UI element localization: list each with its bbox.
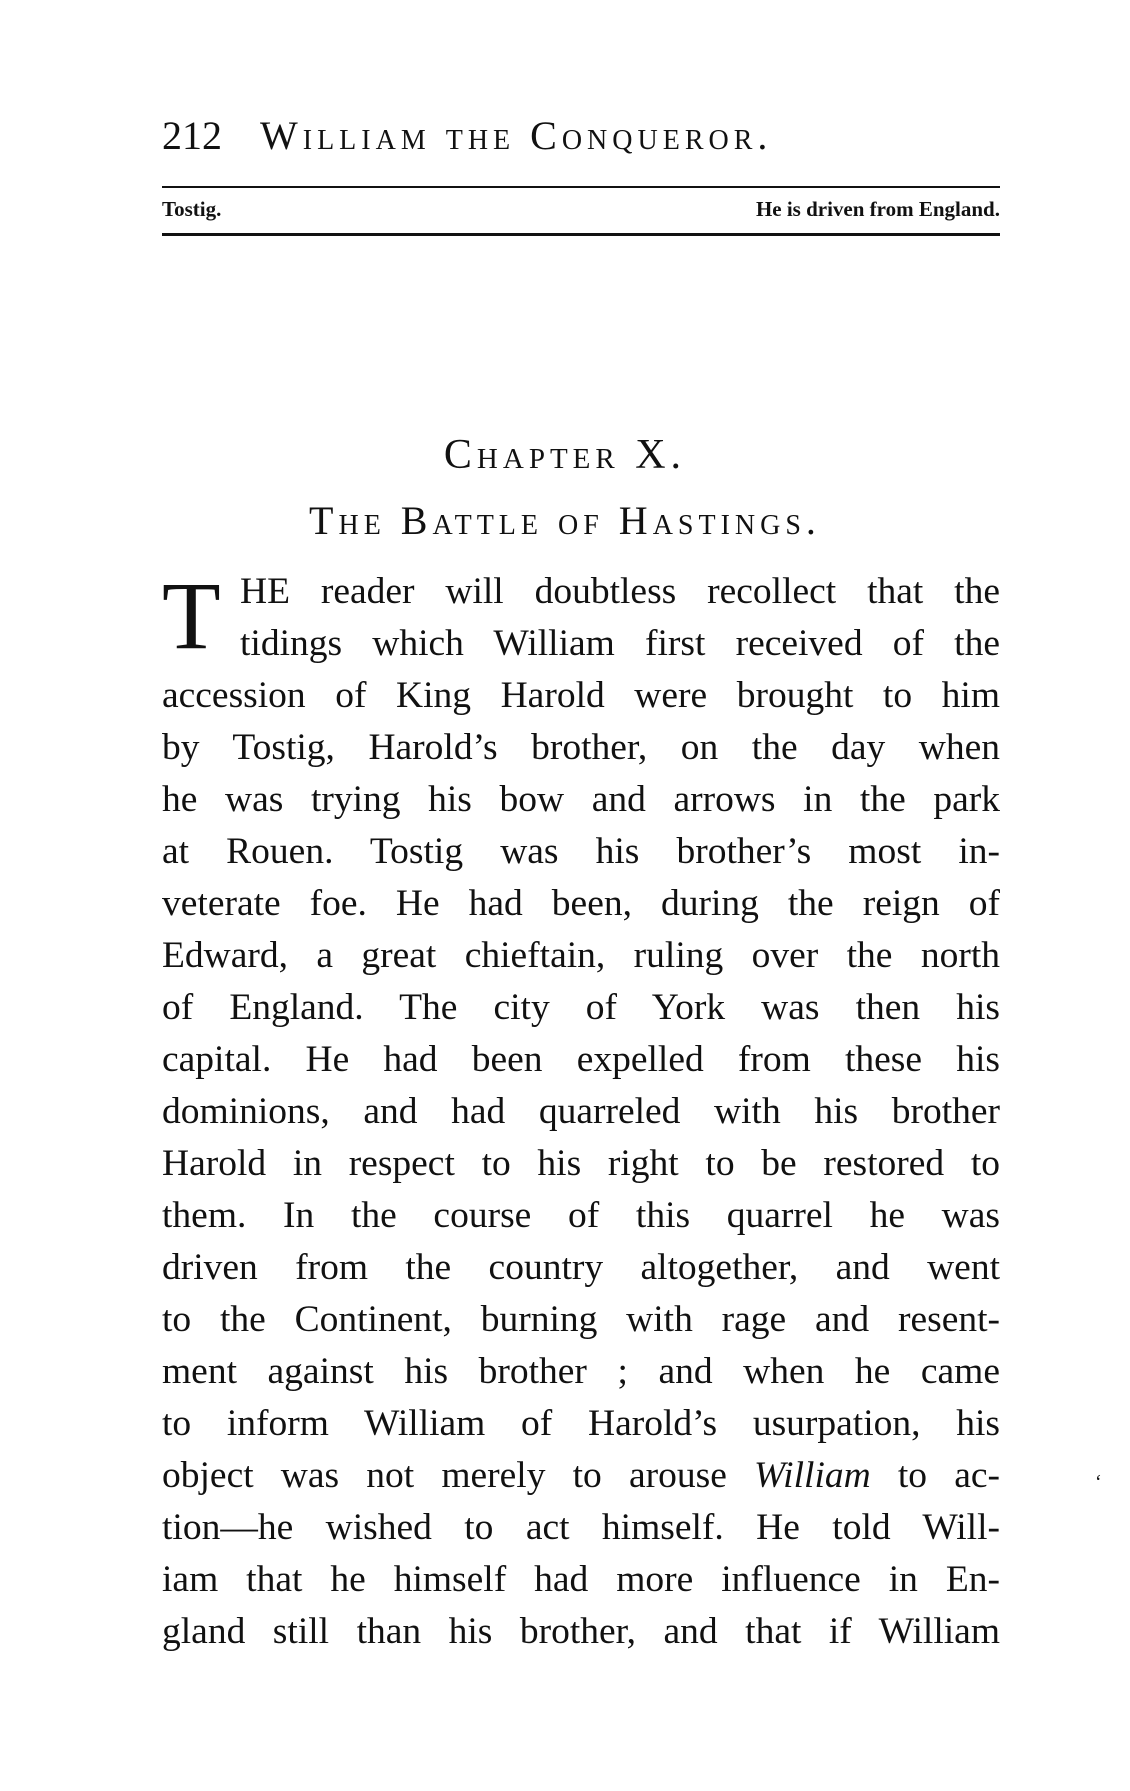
- body-line: veterate foe. He had been, during the reign of: [162, 883, 1000, 924]
- header-rule-top: [162, 186, 1000, 188]
- body-line: HE reader will doubtless recollect that the: [240, 571, 1000, 612]
- body-line: driven from the country altogether, and went: [162, 1247, 1000, 1288]
- page-header: [162, 112, 1000, 172]
- body-line: tidings which William first received of the: [240, 623, 1000, 664]
- emphasized-word: William: [754, 1455, 871, 1496]
- body-line: at Rouen. Tostig was his brother’s most in-: [162, 831, 1000, 872]
- body-line-emphasis: [162, 1450, 1000, 1502]
- drop-cap: T: [162, 562, 221, 669]
- body-line: to inform William of Harold’s usurpation, his: [162, 1403, 1000, 1444]
- sidenote-left: Tostig.: [162, 197, 222, 221]
- body-line: he was trying his bow and arrows in the park: [162, 779, 1000, 820]
- body-line: them. In the course of this quarrel he was: [162, 1195, 1000, 1236]
- line-text-before: object was not merely to arouse: [162, 1455, 755, 1496]
- body-line: Edward, a great chieftain, ruling over the north: [162, 935, 1000, 976]
- line-text-after: to ac-: [870, 1455, 1000, 1496]
- running-title: William the Conqueror.: [260, 113, 773, 158]
- margin-mark: ‘: [1094, 1471, 1101, 1493]
- body-line: to the Continent, burning with rage and resent-: [162, 1299, 1000, 1340]
- body-line: tion—he wished to act himself. He told Will-: [162, 1507, 1000, 1548]
- sidenote-right: He is driven from England.: [755, 197, 1000, 221]
- body-line: accession of King Harold were brought to him: [162, 675, 1000, 716]
- body-text: [162, 562, 1000, 1658]
- chapter-number: Chapter X.: [443, 432, 687, 478]
- body-line: iam that he himself had more influence in En-: [162, 1559, 1000, 1600]
- body-line: of England. The city of York was then his: [162, 987, 1000, 1028]
- body-line: ment against his brother ; and when he came: [162, 1351, 1000, 1392]
- body-line: by Tostig, Harold’s brother, on the day when: [162, 727, 1000, 768]
- page-number: 212: [162, 113, 222, 158]
- header-rule-bottom: [162, 233, 1000, 236]
- body-line: dominions, and had quarreled with his brother: [162, 1091, 1000, 1132]
- body-line: capital. He had been expelled from these his: [162, 1039, 1000, 1080]
- body-line: gland still than his brother, and that if William: [162, 1611, 1000, 1652]
- chapter-title: The Battle of Hastings.: [309, 498, 821, 543]
- body-line: Harold in respect to his right to be restored to: [162, 1143, 1000, 1184]
